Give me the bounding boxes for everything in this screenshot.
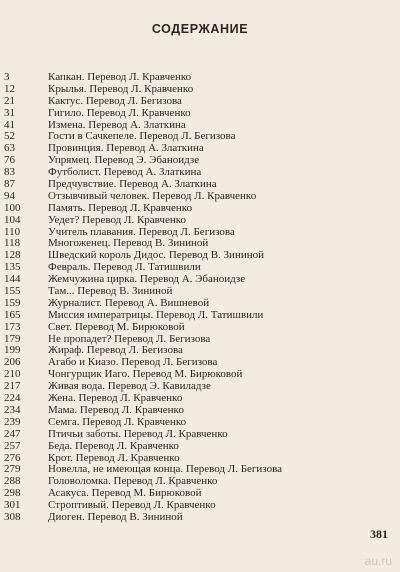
- watermark: au.ru: [364, 554, 392, 568]
- toc-entry-text: Чонгурщик Иаго. Перевод М. Бирюковой: [48, 368, 243, 381]
- toc-page-number: 100: [4, 201, 21, 214]
- toc-page-number: 173: [4, 320, 21, 333]
- toc-entry-text: Многоженец. Перевод В. Зининой: [48, 237, 209, 250]
- toc-entry-text: Шведский король Дидос. Перевод В. Зининой: [48, 249, 264, 262]
- toc-entry-text: Капкан. Перевод Л. Кравченко: [48, 71, 192, 83]
- toc-entry: [0, 96, 400, 108]
- toc-page-number: 165: [4, 308, 21, 321]
- toc-entry-text: Не пропадет? Перевод Л. Бегизова: [48, 332, 211, 345]
- toc-entry-text: Головоломка. Перевод Л. Кравченко: [48, 475, 218, 488]
- toc-entry: [0, 310, 400, 322]
- toc-page-number: 76: [4, 154, 15, 167]
- toc-entry-text: Футболист. Перевод А. Златкина: [48, 166, 202, 179]
- toc-entry-text: Диоген. Перевод В. Зининой: [48, 510, 183, 523]
- toc-page-number: 3: [4, 71, 10, 83]
- toc-entry-text: Асакуса. Перевод М. Бирюковой: [48, 487, 202, 500]
- toc-entry-text: Семга. Перевод Л. Кравченко: [48, 415, 187, 428]
- page-number: 381: [370, 527, 388, 541]
- toc-page-number: 257: [4, 439, 21, 452]
- toc-entry-text: Свет. Перевод М. Бирюковой: [48, 320, 185, 333]
- table-of-contents: [0, 72, 400, 524]
- toc-entry-text: Февраль. Перевод Л. Татишвили: [48, 261, 201, 274]
- toc-entry: [0, 512, 400, 524]
- toc-entry-text: Жена. Перевод Л. Кравченко: [48, 392, 183, 405]
- toc-entry-text: Кактус. Перевод Л. Бегизова: [48, 94, 182, 107]
- toc-entry: [0, 84, 400, 96]
- toc-entry-text: Гигило. Перевод Л. Кравченко: [48, 106, 191, 119]
- toc-entry: [0, 441, 400, 453]
- toc-entry-text: Упрямец. Перевод Э. Эбаноидзе: [48, 154, 200, 167]
- toc-entry-text: Мама. Перевод Л. Кравченко: [48, 403, 184, 416]
- toc-entry-text: Птичьи заботы. Перевод Л. Кравченко: [48, 427, 228, 440]
- toc-page-number: 52: [4, 130, 15, 143]
- toc-entry: [0, 203, 400, 215]
- toc-entry-text: Провинция. Перевод А. Златкина: [48, 142, 204, 155]
- toc-entry: [0, 108, 400, 120]
- toc-entry-text: Отзывчивый человек. Перевод Л. Кравченко: [48, 189, 257, 202]
- toc-entry: [0, 322, 400, 334]
- toc-entry-text: Строптивый. Перевод Л. Кравченко: [48, 499, 216, 512]
- toc-entry-text: Агабо и Киазо. Перевод Л. Бегизова: [48, 356, 218, 369]
- toc-page-number: 239: [4, 415, 21, 428]
- toc-page-number: 104: [4, 213, 21, 226]
- toc-page-number: 276: [4, 451, 21, 464]
- toc-page-number: 308: [4, 510, 21, 523]
- toc-page-number: 31: [4, 106, 15, 119]
- toc-page-number: 288: [4, 475, 21, 488]
- toc-entry-text: Гости в Сачкепеле. Перевод Л. Бегизова: [48, 130, 236, 143]
- toc-page-number: 155: [4, 285, 21, 298]
- toc-entry-text: Беда. Перевод Л. Кравченко: [48, 439, 179, 452]
- toc-page-number: 206: [4, 356, 21, 369]
- toc-entry-text: Крот. Перевод Л. Кравченко: [48, 451, 180, 464]
- toc-page-number: 41: [4, 118, 15, 131]
- toc-page-number: 298: [4, 487, 21, 500]
- toc-page-number: 12: [4, 82, 15, 95]
- toc-page-number: 110: [4, 225, 21, 238]
- toc-page-number: 118: [4, 237, 21, 250]
- page-title: СОДЕРЖАНИЕ: [151, 22, 249, 36]
- toc-page-number: 21: [4, 94, 15, 107]
- toc-page-number: 199: [4, 344, 21, 357]
- toc-entry-text: Живая вода. Перевод Э. Кавиладзе: [48, 380, 211, 393]
- toc-entry-text: Миссия императрицы. Перевод Л. Татишвили: [48, 308, 264, 321]
- toc-page-number: 63: [4, 142, 15, 155]
- toc-entry: [0, 417, 400, 429]
- toc-entry-text: Жираф. Перевод Л. Бегизова: [48, 344, 183, 357]
- toc-page-number: 87: [4, 178, 15, 191]
- toc-entry-text: Крылья. Перевод Л. Кравченко: [48, 82, 194, 95]
- toc-page-number: 210: [4, 368, 21, 381]
- toc-page-number: 279: [4, 463, 21, 476]
- toc-page-number: 94: [4, 189, 15, 202]
- toc-page-number: 135: [4, 261, 21, 274]
- toc-entry-text: Журналист. Перевод А. Вишневой: [48, 296, 210, 309]
- toc-page-number: 159: [4, 296, 21, 309]
- toc-page-number: 224: [4, 392, 21, 405]
- toc-entry-text: Учитель плавания. Перевод Л. Бегизова: [48, 225, 235, 238]
- toc-entry: [0, 191, 400, 203]
- toc-entry: [0, 215, 400, 227]
- toc-page-number: 247: [4, 427, 21, 440]
- toc-page-number: 144: [4, 273, 21, 286]
- toc-entry: [0, 429, 400, 441]
- toc-entry-text: Память. Перевод Л. Кравченко: [48, 201, 193, 214]
- toc-page-number: 234: [4, 403, 21, 416]
- toc-entry-text: Уедет? Перевод Л. Кравченко: [48, 213, 187, 226]
- toc-entry-text: Там... Перевод В. Зининой: [48, 285, 173, 298]
- toc-entry-text: Измена. Перевод А. Златкина: [48, 118, 186, 131]
- toc-page-number: 301: [4, 499, 21, 512]
- toc-entry-text: Жемчужина цирка. Перевод А. Эбаноидзе: [48, 273, 246, 286]
- toc-entry-text: Предчувствие. Перевод А. Златкина: [48, 178, 217, 191]
- toc-entry-text: Новелла, не имеющая конца. Перевод Л. Бегизова: [48, 463, 283, 476]
- toc-page-number: 83: [4, 166, 15, 179]
- toc-page-number: 217: [4, 380, 21, 393]
- toc-page-number: 179: [4, 332, 21, 345]
- toc-page-number: 128: [4, 249, 21, 262]
